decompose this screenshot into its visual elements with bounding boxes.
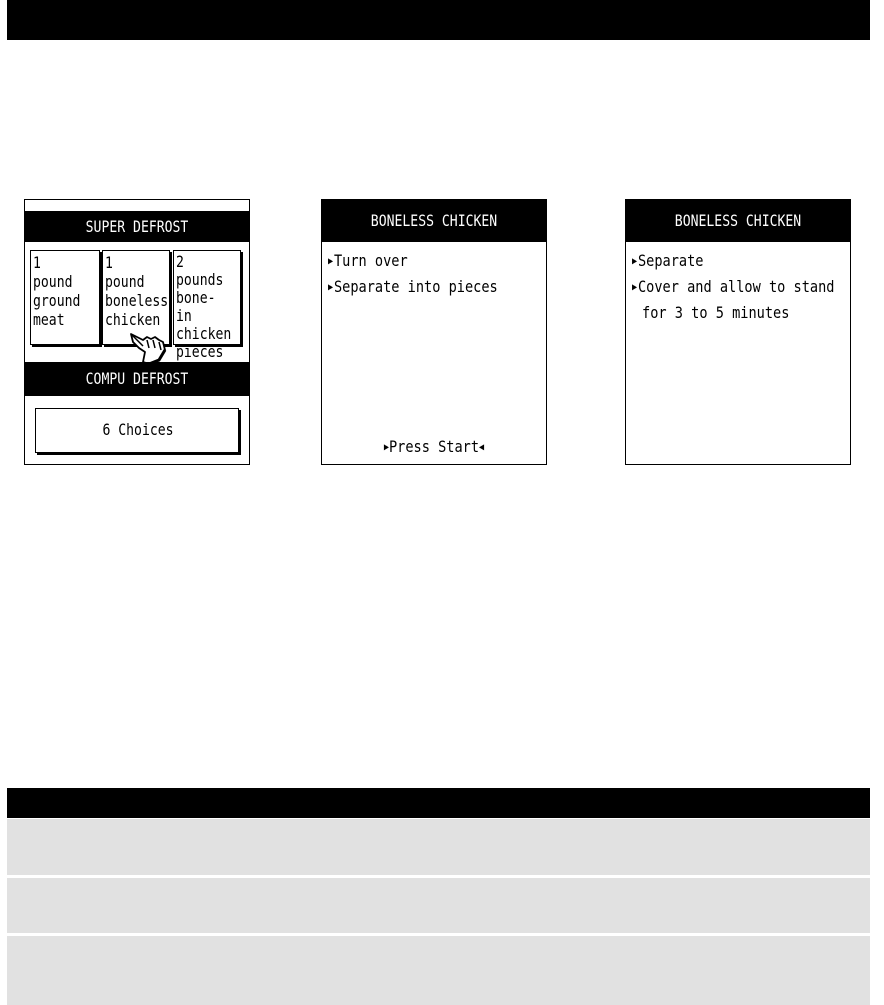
screen-title: BONELESS CHICKEN: [674, 211, 802, 230]
triangle-left-icon: ◀: [479, 442, 485, 453]
option-ground-meat-button[interactable]: [30, 250, 100, 345]
table-row: [7, 878, 870, 933]
instruction-item: ▶Separate: [632, 251, 704, 270]
triangle-right-icon: ▶: [632, 256, 638, 267]
screen-header: [626, 200, 850, 242]
instruction-item: ▶Separate into pieces: [328, 277, 498, 296]
screen-header: [322, 200, 546, 242]
super-defrost-header: [25, 211, 249, 242]
hand-pointer-icon: [129, 328, 169, 366]
option-bone-in-chicken-button[interactable]: [173, 250, 241, 361]
press-start-prompt: ▶Press Start◀: [383, 437, 485, 456]
option-label: 2 pounds bone-in chicken pieces: [176, 252, 232, 361]
option-label: 1 pound boneless chicken: [105, 253, 169, 329]
instruction-item: ▶Turn over: [328, 251, 408, 270]
screen-title: BONELESS CHICKEN: [370, 211, 498, 230]
top-bar: [7, 0, 870, 40]
triangle-right-icon: ▶: [328, 256, 334, 267]
compu-defrost-title: COMPU DEFROST: [85, 369, 189, 388]
triangle-right-icon: ▶: [328, 282, 334, 293]
triangle-right-icon: ▶: [632, 282, 638, 293]
super-defrost-title: SUPER DEFROST: [85, 217, 189, 236]
table-row: [7, 819, 870, 875]
table-row: [7, 936, 870, 1005]
six-choices-button[interactable]: [35, 408, 239, 453]
triangle-right-icon: ▶: [383, 442, 389, 453]
instruction-item: ▶Cover and allow to stand: [632, 277, 835, 296]
table-header: [7, 788, 870, 818]
instruction-continuation: for 3 to 5 minutes: [642, 303, 790, 322]
compu-defrost-header: [25, 362, 249, 396]
defrost-menu-screen: [24, 199, 250, 465]
option-label: 1 pound ground meat: [33, 253, 81, 329]
boneless-chicken-screen-1: [321, 199, 547, 465]
choices-label: 6 Choices: [102, 420, 174, 439]
boneless-chicken-screen-2: [625, 199, 851, 465]
